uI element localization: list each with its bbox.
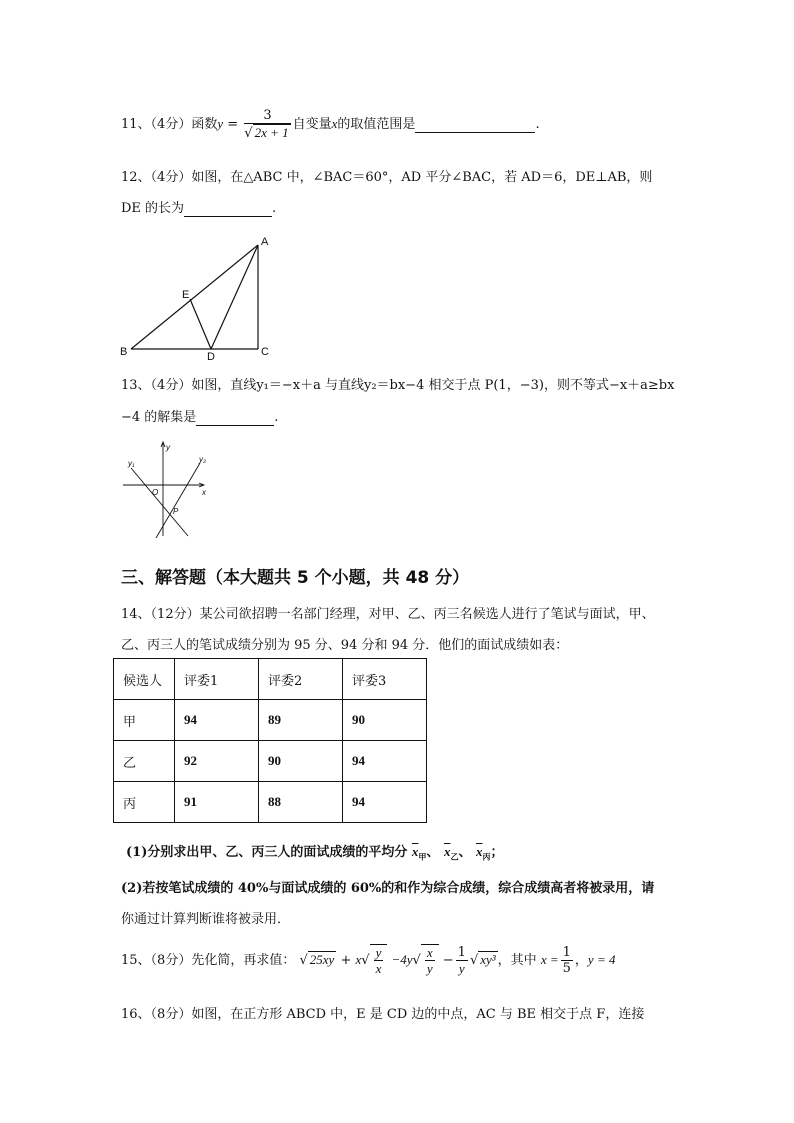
table-header-cell: 评委1 [175,659,259,700]
avg-x-bing: $\overline{x}$ [475,844,483,859]
q11-y: y [217,116,224,131]
q14-part1-text: (1)分别求出甲、乙、丙三人的面试成绩的平均分 [126,845,408,860]
q11-answer-blank[interactable] [415,117,535,133]
avg-x-yi: $\overline{x}$ [443,844,451,859]
table-row [114,741,427,782]
q15-sqrt-xy3: xy³ [480,952,496,967]
q13-end: . [274,410,279,425]
q11-denominator: 2x + 1 [254,125,289,140]
q15-x: x [355,952,362,967]
q12-end: . [272,201,277,216]
table-row [114,700,427,741]
q15-sqrt-x-over-y [421,944,439,976]
table-cell: 94 [343,782,427,823]
table-cell: 丙 [114,782,175,823]
question-14-line1: 14、（12分）某公司欲招聘一名部门经理，对甲、乙、丙三名候选人进行了笔试与面试，甲、 [121,607,655,622]
q11-prefix: 11、（4分）函数 [121,117,218,132]
label-a: A [261,236,269,248]
q13-answer-blank[interactable] [196,410,274,426]
segment-de [190,299,211,349]
q15-sqrt-y-over-x [370,944,388,976]
q11-suffix2: 的取值范围是 [337,117,416,132]
q11-denominator-wrap: √ 2x + 1 [244,125,289,141]
section-3-heading: 三、解答题（本大题共 5 个小题，共 48 分） [121,568,470,588]
question-13-line2 [121,406,278,426]
q15-x-value [561,945,573,976]
label-e: E [182,289,190,301]
avg-sub-bing: 丙 [482,851,491,862]
axis-label-y: y [166,443,170,452]
table-header-cell: 候选人 [114,659,175,700]
label-b: B [120,346,128,358]
q15-frac-x: x [375,961,382,976]
lines-graph-figure [118,438,218,538]
q13-line2-text: −4 的解集是 [121,410,197,425]
q11-fraction [244,108,290,141]
origin-label: O [152,488,159,497]
table-cell: 89 [259,700,343,741]
avg-x-jia: $\overline{x}$ [411,844,419,859]
q15-frac-1-y [456,945,468,976]
q15-where: ，其中 [497,953,537,968]
table-cell: 94 [175,700,259,741]
table-cell: 92 [175,741,259,782]
table-header-cell: 评委2 [259,659,343,700]
q15-frac-y3: y [458,961,465,976]
table-cell: 90 [343,700,427,741]
q15-minus-4y: −4y [391,952,413,967]
avg-sub-jia: 甲 [418,851,427,862]
label-c: C [261,346,269,358]
table-cell: 甲 [114,700,175,741]
q15-prefix: 15、（8分）先化简，再求值： [121,953,296,968]
axis-label-x: x [202,488,206,497]
line-y1 [131,468,188,536]
question-14-line2: 乙、丙三人的笔试成绩分别为 95 分、94 分和 94 分．他们的面试成绩如表： [121,638,569,653]
q15-y-eq: y = 4 [587,952,616,967]
label-d: D [207,351,215,363]
q12-line2-text: DE 的长为 [121,201,185,216]
q15-x-num: 1 [562,945,571,960]
q15-minus: − [442,953,454,968]
q14-sep-2: 、 [458,845,472,860]
segment-ad [211,245,258,349]
q11-x: x [331,116,338,131]
q15-frac-1: 1 [457,945,466,960]
line-y1-label: y₁ [128,459,135,468]
q15-sqrt-25xy: 25xy [309,952,335,967]
table-cell: 91 [175,782,259,823]
table-cell: 88 [259,782,343,823]
q15-frac-y-x [374,945,384,976]
point-p-label: P [173,507,179,516]
question-13-line1: 13、（4分）如图，直线y₁＝−x＋a 与直线y₂＝bx−4 相交于点 P(1，−3)，则不等式−x＋a≥bx [121,378,675,393]
question-14-part1 [126,841,504,863]
triangle-figure [110,228,280,363]
q15-x-den: 5 [562,961,571,976]
q12-answer-blank[interactable] [184,201,272,217]
question-15: 15、（8分）先化简，再求值： √ 25xy + x√ $\frac{y}{x}$ −4y√ $\frac{x}{y}$ − $\frac{1}{y}$ √ xy³ ，其中 x = $\frac{1}{5}$ ，y = 4 [121,945,616,976]
table-header-row [114,659,427,700]
question-11 [121,108,540,141]
interview-score-table [113,658,427,823]
q11-end: . [535,117,540,132]
q15-frac-y2: y [426,961,433,976]
table-header-cell: 评委3 [343,659,427,700]
table-cell: 乙 [114,741,175,782]
line-y2-label: y₂ [199,455,207,464]
q15-frac-y: y [375,945,382,960]
question-12-line1: 12、（4分）如图，在△ABC 中，∠BAC＝60°，AD 平分∠BAC，若 AD＝6，DE⊥AB，则 [121,170,653,185]
question-16-line1: 16、（8分）如图，在正方形 ABCD 中，E 是 CD 边的中点，AC 与 BE 相交于点 F，连接 [121,1007,645,1022]
q14-part1-end: ； [490,845,504,860]
q11-numerator: 3 [244,108,290,124]
q11-suffix1: 自变量 [292,117,332,132]
q15-frac-x-y [425,945,435,976]
table-cell: 90 [259,741,343,782]
table-cell: 94 [343,741,427,782]
question-14-part2-line1: (2)若按笔试成绩的 40%与面试成绩的 60%的和作为综合成绩，综合成绩高者将被录用，请 [121,881,655,896]
q14-sep-1: 、 [426,845,440,860]
table-row [114,782,427,823]
q15-comma: ， [574,953,588,968]
side-ab [131,245,258,349]
q15-x-eq: x = [540,952,559,967]
question-12-line2 [121,197,276,217]
q15-frac-x2: x [426,945,433,960]
q15-plus: + [340,953,352,968]
avg-sub-yi: 乙 [450,851,459,862]
q11-eq: = [223,117,243,132]
question-14-part2-line2: 你通过计算判断谁将被录用． [121,912,291,927]
